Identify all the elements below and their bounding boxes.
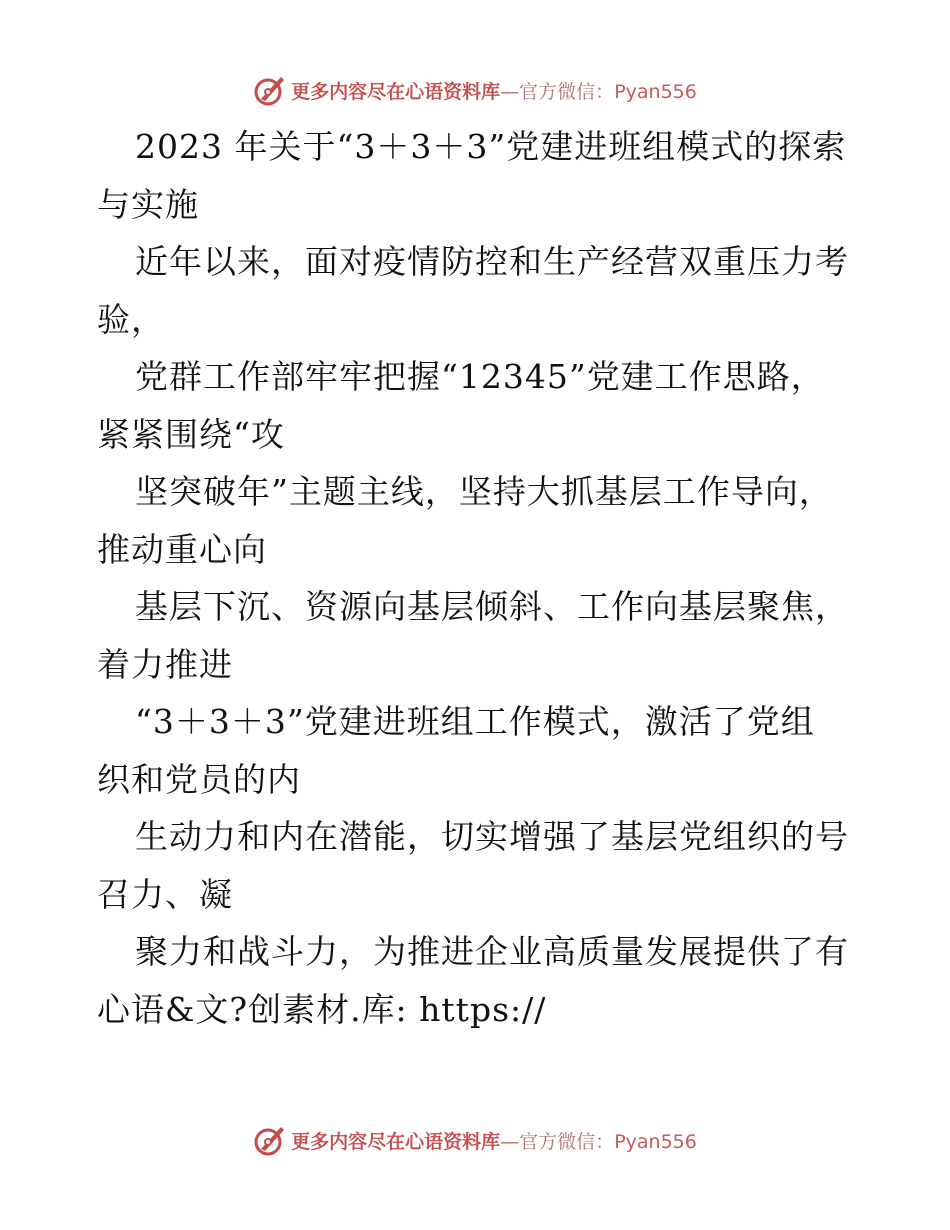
banner-text [291,77,697,104]
quill-logo-icon [253,73,287,107]
footer-banner [0,1120,950,1160]
text-line: 召力、凝 [97,874,233,914]
text-line: 坚突破年”主题主线，坚持大抓基层工作导向， [135,472,833,511]
text-line: 生动力和内在潜能，切实增强了基层党组织的号 [135,817,849,856]
text-line: 心语&文?创素材.库: https:// [97,989,547,1029]
quill-logo-icon [253,1123,287,1157]
text-line: 党群工作部牢牢把握“12345”党建工作思路， [135,357,825,396]
text-line: 基层下沉、资源向基层倾斜、工作向基层聚焦， [135,587,849,626]
text-line: 近年以来，面对疫情防控和生产经营双重压力考 [135,242,849,281]
banner-text [291,1127,697,1154]
banner-wechat-id: Pyan556 [614,80,697,103]
banner-site-name: 更多内容尽在心语资料库 [291,1130,501,1153]
text-line: 聚力和战斗力，为推进企业高质量发展提供了有 [135,932,849,971]
banner-site-name: 更多内容尽在心语资料库 [291,80,501,103]
text-line: 着力推进 [97,644,233,684]
text-line: 2023 年关于“3＋3＋3”党建进班组模式的探索 [135,127,847,166]
header-banner [0,70,950,110]
banner-wechat-label: —官方微信： [500,1130,615,1153]
banner-wechat-label: —官方微信： [500,80,615,103]
text-line: “3＋3＋3”党建进班组工作模式，激活了党组 [135,702,815,741]
text-line: 织和党员的内 [97,759,301,799]
document-body [97,118,887,1038]
banner-wechat-id: Pyan556 [614,1130,697,1153]
text-line: 推动重心向 [97,529,267,569]
text-line: 紧紧围绕“攻 [97,414,285,454]
text-line: 与实施 [97,184,199,224]
text-line: 验， [97,299,165,339]
